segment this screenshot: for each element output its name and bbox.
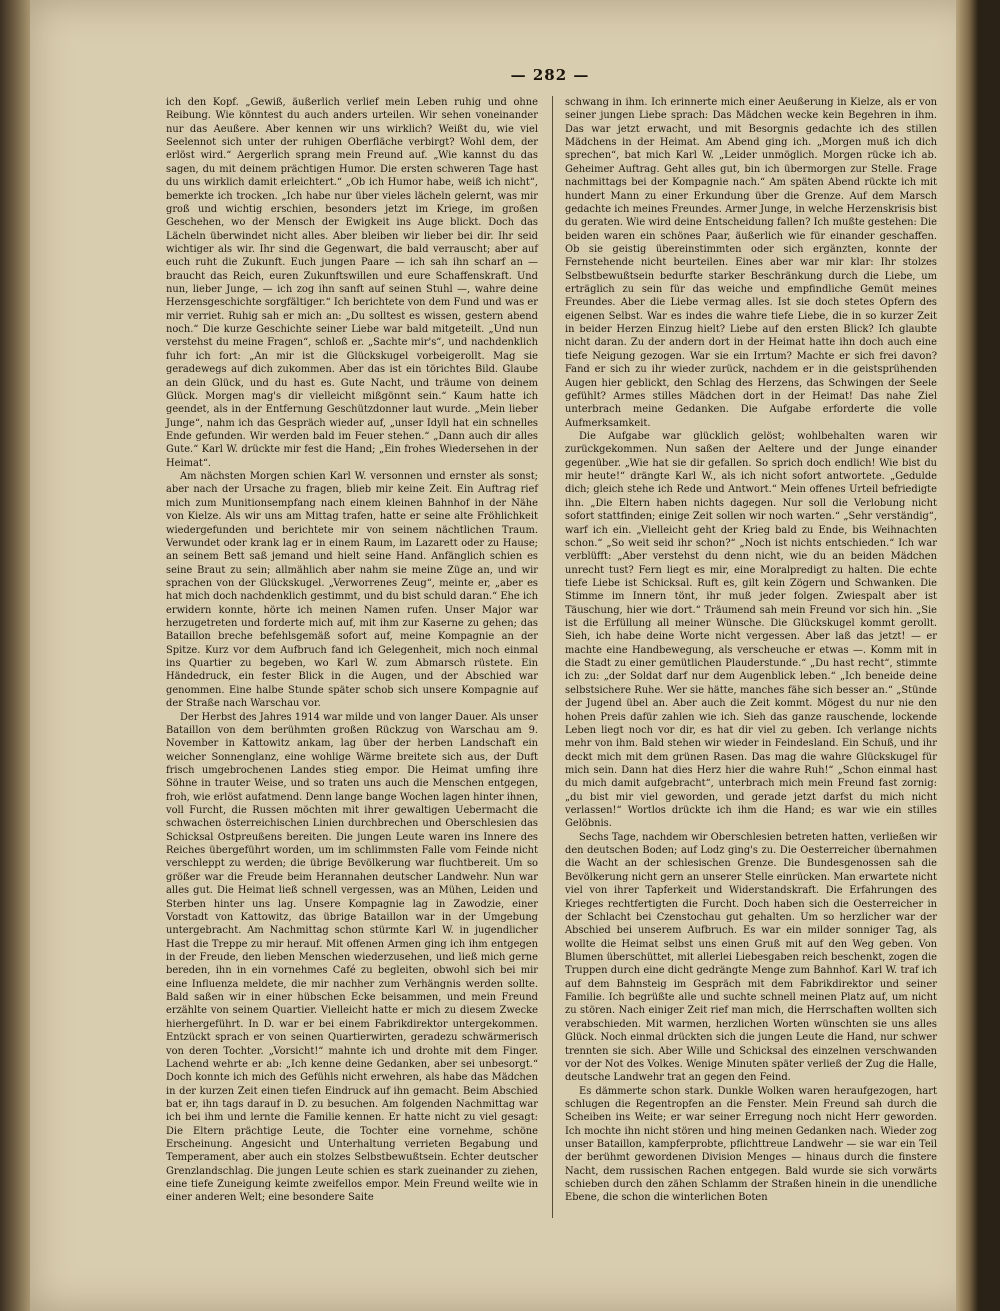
paragraph: Der Herbst des Jahres 1914 war milde und von langer Dauer. Als unser Bataillon von dem berühmten großen Rückzug von Warschau am 9. November in Kattowitz ankam, lag über der herben Landschaft ein weicher Sonnenglanz, eine wohlige Wärme breitete sich aus, der Duft frisch umgebrochenen Landes stieg empor. Die Heimat umfing ihre Söhne in trauter Weise, und so traten uns auch die Menschen entgegen, froh, wie erlöst aufatmend. Denn lange bange Wochen lagen hinter ihnen, voll Furcht, die Russen möchten mit ihrer gewaltigen Uebermacht die schwachen österreichischen Linien durchbrechen und Oberschlesien das Schicksal Ostpreußens bereiten. Die jungen Leute waren ins Innere des Reiches übergeführt worden, um im schlimmsten Falle vom Feinde nicht verschleppt zu werden; die übrige Bevölkerung war fluchtbereit. Um so größer war die Freude beim Herannahen deutscher Landwehr. Nun war alles gut. Die Heimat ließ schnell vergessen, was an Mühen, Leiden und Sterben hinter uns lag. Unsere Kompagnie lag in Zawodzie, einer Vorstadt von Kattowitz, das übrige Bataillon war in der Umgebung untergebracht. Am Nachmittag schon stürmte Karl W. in jugendlicher Hast die Treppe zu mir herauf. Mit offenen Armen ging ich ihm entgegen in der Freude, den lieben Menschen wiederzusehen, und ließ mich gerne bereden, ihn in ein vornehmes Café zu begleiten, obwohl sich bei mir eine Influenza meldete, die mir nachher zum Verhängnis werden sollte. Bald saßen wir in einer hübschen Ecke beisammen, und mein Freund erzählte von seinem Quartier. Vielleicht hatte er mich zu diesem Zwecke hierhergeführt. In D. war er bei einem Fabrikdirektor untergekommen. Entzückt sprach er von seinen Quartierwirten, geradezu schwärmerisch von deren Tochter. „Vorsicht!“ mahnte ich und drohte mit dem Finger. Lachend wehrte er ab: „Ich kenne deine Gedanken, aber sei unbesorgt.“ Doch konnte ich mich des Gefühls nicht erwehren, als habe das Mädchen in der kurzen Zeit einen tiefen Eindruck auf ihn gemacht. Beim Abschied bat er, ihn tags darauf in D. zu besuchen. Am folgenden Nachmittag war ich bei ihm und lernte die Familie kennen. Er hatte nicht zu viel gesagt: Die Eltern prächtige Leute, die Tochter eine vornehme, schöne Erscheinung. Angesicht und Unterhaltung verrieten Begabung und Temperament, aber auch ein stolzes Selbstbewußtsein. Echter deutscher Grenzlandschlag. Die jungen Leute schien es stark zueinander zu ziehen, eine tiefe Zuneigung keimte zweifellos empor. Mein Freund weilte wie in einer anderen Welt; eine besondere Saite <box>166 711 538 1204</box>
column-divider <box>552 96 553 1218</box>
paragraph: Es dämmerte schon stark. Dunkle Wolken waren heraufgezogen, hart schlugen die Regentropfen an die Fenster. Mein Freund sah durch die Scheiben ins Weite; er war seiner Erregung noch nicht Herr geworden. Ich mochte ihn nicht stören und hing meinen Gedanken nach. Wieder zog unser Bataillon, kampferprobte, pflichttreue Landwehr — sie war ein Teil der berühmt gewordenen Division Menges — hinaus durch die finstere Nacht, dem russischen Rachen entgegen. Bald wurde sie sich vorwärts schieben durch den zähen Schlamm der Straßen hinein in die unendliche Ebene, die schon die winterlichen Boten <box>565 1085 937 1204</box>
book-spine <box>978 0 1000 1311</box>
page-edge-left <box>0 0 30 1311</box>
page-edge-right <box>956 0 978 1311</box>
left-column <box>166 96 538 1205</box>
right-column <box>565 96 937 1205</box>
paragraph: ich den Kopf. „Gewiß, äußerlich verlief mein Leben ruhig und ohne Reibung. Wie könntest du auch anders urteilen. Wir sehen voneinander nur das Aeußere. Aber kennen wir uns wirklich? Weißt du, wie viel Seelennot sich unter der ruhigen Oberfläche verbirgt? Wohl dem, der erlöst wird.“ Aergerlich sprang mein Freund auf. „Wie kannst du das sagen, du mit deinem prächtigen Humor. Die ersten schweren Tage hast du uns wirklich damit erleichtert.“ „Ob ich Humor habe, weiß ich nicht“, bemerkte ich trocken. „Ich habe nur über vieles lächeln gelernt, was mir groß und wichtig erschien, besonders jetzt im Kriege, im großen Geschehen, wo der Mensch der Ewigkeit ins Auge blickt. Doch das Lächeln überwindet nicht alles. Aber bleiben wir lieber bei dir. Ihr seid wichtiger als wir. Ihr sind die Gegenwart, die bald verrauscht; aber auf euch ruht die Zukunft. Euch jungen Paare — ich sah ihn scharf an — braucht das Reich, euren Zukunftswillen und eure Schaffenskraft. Und nun, lieber Junge, — ich zog ihn sanft auf seinen Stuhl —, wahre deine Herzensgeschichte sorgfältiger.“ Ich berichtete von dem Fund und was er mir verriet. Ruhig sah er mich an: „Du solltest es wissen, gestern abend noch.“ Die kurze Geschichte seiner Liebe war bald mitgeteilt. „Und nun verstehst du meine Fragen“, schloß er. „Sachte mir's“, und nachdenklich fuhr ich fort: „An mir ist die Glückskugel vorbeigerollt. Mag sie geradewegs auf dich zukommen. Aber das ist ein törichtes Bild. Glaube an dein Glück, und du hast es. Gute Nacht, und träume von deinem Glück. Morgen mag's dir vielleicht mißgönnt sein.“ Kaum hatte ich geendet, als in der Entfernung Geschützdonner laut wurde. „Mein lieber Junge“, nahm ich das Gespräch wieder auf, „unser Idyll hat ein schnelles Ende gefunden. Wir werden bald im Feuer stehen.“ „Dann auch dir alles Gute.“ Karl W. drückte mir fest die Hand; „Ein frohes Wiedersehen in der Heimat“. <box>166 97 538 469</box>
page-number: — 282 — <box>510 66 590 84</box>
paragraph: schwang in ihm. Ich erinnerte mich einer Aeußerung in Kielze, als er von seiner jungen Liebe sprach: Das Mädchen wecke kein Begehren in ihm. Das war jetzt erwacht, und mit Besorgnis gedachte ich des stillen Mädchens in der Heimat. Am Abend ging ich. „Morgen muß ich dich sprechen“, bat mich Karl W. „Leider unmöglich. Morgen rücke ich ab. Geheimer Auftrag. Geht alles gut, bin ich übermorgen zur Stelle. Frage nachmittags bei der Kompagnie nach.“ Am späten Abend rückte ich mit hundert Mann zu einer Erkundung über die Grenze. Auf dem Marsch gedachte ich meines Freundes. Armer Junge, in welche Herzenskrisis bist du geraten. Wie wird deine Entscheidung fallen? Ich mußte gestehen: Die beiden waren ein schönes Paar, äußerlich wie für einander geschaffen. Ob sie geistig übereinstimmten oder sich ergänzten, konnte der Fernstehende nicht beurteilen. Eines aber war mir klar: Ihr stolzes Selbstbewußtsein bedurfte starker Beschränkung durch die Liebe, um erträglich zu sein für das weiche und empfindliche Gemüt meines Freundes. Aber die Liebe vermag alles. Ist sie doch stetes Opfern des eigenen Selbst. War es indes die wahre tiefe Liebe, die in so kurzer Zeit in beider Herzen Einzug hielt? Liebe auf den ersten Blick? Ich glaubte nicht daran. Zu der andern dort in der Heimat hatte ihn doch auch eine tiefe Neigung gezogen. War sie ein Irrtum? Machte er sich frei davon? Fand er sich zu ihr wieder zurück, nachdem er in die geistsprühenden Augen hier geblickt, den Schlag des Herzens, das Schwingen der Seele gefühlt? Armes stilles Mädchen dort in der Heimat! Das nahe Ziel unterbrach meine Gedanken. Die Aufgabe erforderte die volle Aufmerksamkeit. <box>565 97 937 429</box>
paragraph: Die Aufgabe war glücklich gelöst; wohlbehalten waren wir zurückgekommen. Nun saßen der Aeltere und der Junge einander gegenüber. „Wie hat sie dir gefallen. So sprich doch endlich! Wie bist du mir heute!“ drängte Karl W., als ich nicht sofort antwortete. „Gedulde dich; gleich stehe ich Rede und Antwort.“ Mein offenes Urteil befriedigte ihn. „Die Eltern haben nichts dagegen. Nur soll die Verlobung nicht sofort stattfinden; einige Zeit sollen wir noch warten.“ „Sehr verständig“, warf ich ein. „Vielleicht geht der Krieg bald zu Ende, bis Weihnachten schon.“ „So weit seid ihr schon?“ „Noch ist nichts entschieden.“ Ich war verblüfft: „Aber verstehst du denn nicht, wie du an beiden Mädchen unrecht tust? Fern liegt es mir, eine Moralpredigt zu halten. Die echte tiefe Liebe ist Schicksal. Ruft es, gilt kein Zögern und Schwanken. Die Stimme im Innern tönt, ihr muß jeder folgen. Zwiespalt aber ist Täuschung, hier wie dort.“ Träumend sah mein Freund vor sich hin. „Sie ist die Erfüllung all meiner Wünsche. Die Glückskugel kommt gerollt. Sieh, ich habe deine Worte nicht vergessen. Aber laß das jetzt! — er machte eine Handbewegung, als verscheuche er etwas —. Komm mit in die Stadt zu einer gemütlichen Plauderstunde.“ „Du hast recht“, stimmte ich zu: „der Soldat darf nur dem Augenblick leben.“ „Ich beneide deine selbstsichere Ruhe. Wer sie hätte, manches fähe sich besser an.“ „Stünde der Jugend übel an. Aber auch die Zeit kommt. Mögest du nur nie den hohen Preis dafür zahlen wie ich. Sieh das ganze rauschende, lockende Leben liegt noch vor dir, es hat dir viel zu geben. Ich verlange nichts mehr von ihm. Bald stehen wir wieder in Feindesland. Ein Schuß, und ihr deckt mich mit dem grünen Rasen. Das mag die wahre Glückskugel für mich sein. Dann hat dies Herz hier die wahre Ruh!“ „Schon einmal hast du mich damit aufgebracht“, unterbrach mich mein Freund fast zornig: „du bist mir viel geworden, und gerade jetzt darfst du mich nicht verlassen!“ Wortlos drückte ich ihm die Hand; es war wie ein stilles Gelöbnis. <box>565 430 937 830</box>
paragraph: Am nächsten Morgen schien Karl W. versonnen und ernster als sonst; aber nach der Ursache zu fragen, blieb mir keine Zeit. Ein Auftrag rief mich zum Munitionsempfang nach einem kleinen Bahnhof in der Nähe von Kielze. Als wir uns am Mittag trafen, hatte er seine alte Fröhlichkeit wiedergefunden und berichtete mir von seinem nächtlichen Traum. Verwundet oder krank lag er in einem Raum, im Lazarett oder zu Hause; an seinem Bett saß jemand und hielt seine Hand. Anfänglich schien es seine Braut zu sein; allmählich aber nahm sie meine Züge an, und wir sprachen von der Glückskugel. „Verworrenes Zeug“, meinte er, „aber es hat mich doch nachdenklich gestimmt, und du bist schuld daran.“ Ehe ich erwidern konnte, hörte ich meinen Namen rufen. Unser Major war herzugetreten und forderte mich auf, mit ihm zur Kaserne zu gehen; das Bataillon breche befehlsgemäß sofort auf, meine Kompagnie an der Spitze. Kurz vor dem Aufbruch fand ich Gelegenheit, mich noch einmal ins Quartier zu begeben, wo Karl W. zum Abmarsch rüstete. Ein Händedruck, ein fester Blick in die Augen, und der Abschied war genommen. Eine halbe Stunde später schob sich unsere Kompagnie auf der Straße nach Warschau vor. <box>166 471 538 710</box>
paragraph: Sechs Tage, nachdem wir Oberschlesien betreten hatten, verließen wir den deutschen Boden; auf Lodz ging's zu. Die Oesterreicher übernahmen die Wacht an der schlesischen Grenze. Die Bundesgenossen sah die Bevölkerung nicht gern an unserer Stelle einrücken. Man erwartete nicht viel von ihrer Tapferkeit und Widerstandskraft. Die Erfahrungen des Krieges rechtfertigten die Furcht. Doch haben sich die Oesterreicher in der Schlacht bei Czenstochau gut gehalten. Um so herzlicher war der Abschied bei unserem Aufbruch. Es war ein milder sonniger Tag, als wollte die Heimat selbst uns einen Gruß mit auf den Weg geben. Von Blumen überschüttet, mit allerlei Liebesgaben reich beschenkt, zogen die Truppen durch eine dicht gedrängte Menge zum Bahnhof. Karl W. traf ich auf dem Bahnsteig im Gespräch mit dem Fabrikdirektor und seiner Familie. Ich begrüßte alle und suchte schnell meinen Platz auf, um nicht zu stören. Nach einiger Zeit rief man mich, die Herrschaften wollten sich verabschieden. Mit warmen, herzlichen Worten wünschten sie uns alles Glück. Noch einmal drückten sich die jungen Leute die Hand, nur schwer trennten sie sich. Aber Wille und Schicksal des einzelnen verschwanden vor der Not des Volkes. Wenige Minuten später verließ der Zug die Halle, deutsche Landwehr trat an gegen den Feind. <box>565 831 937 1084</box>
